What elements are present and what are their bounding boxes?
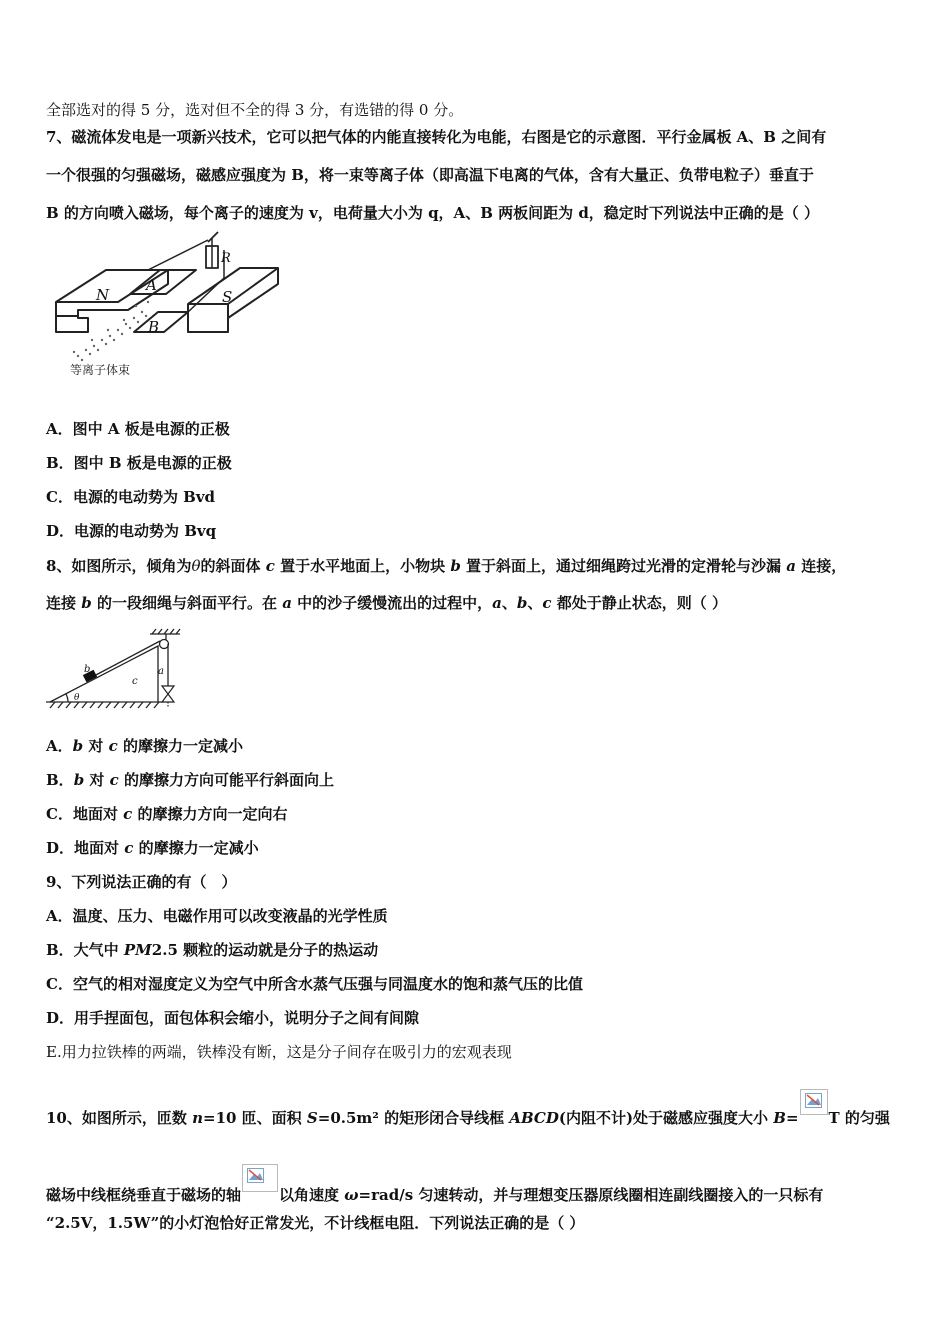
var-c: c xyxy=(108,737,118,755)
var-b: b xyxy=(73,771,85,789)
q9-option-d: D．用手捏面包，面包体积会缩小，说明分子之间有间隙 xyxy=(46,1009,420,1027)
ceiling-hatch xyxy=(152,629,180,634)
broken-image-icon xyxy=(242,1164,278,1192)
q8-option-text: 的摩擦力一定减小 xyxy=(133,839,259,857)
q10-text: 以角速度 xyxy=(279,1186,345,1204)
q9-option-text: B．大气中 xyxy=(46,941,124,959)
q8-option-text: 对 xyxy=(84,771,110,789)
current-arrow-icon xyxy=(208,232,218,242)
broken-image-icon xyxy=(800,1089,828,1115)
q8-text: 、 xyxy=(527,594,543,612)
q8-incline-diagram xyxy=(46,628,186,712)
q9-option-e: E.用力拉铁棒的两端，铁棒没有断，这是分子间存在吸引力的宏观表现 xyxy=(46,1043,512,1061)
var-b-field: B xyxy=(773,1109,786,1127)
q8-text: 连接 xyxy=(46,594,82,612)
q8-option-text: 的摩擦力一定减小 xyxy=(117,737,243,755)
q10-text: =10 匝、面积 xyxy=(203,1109,307,1127)
plate-b xyxy=(134,312,188,332)
var-c: c xyxy=(542,594,552,612)
var-a: a xyxy=(492,594,502,612)
label-s: S xyxy=(222,288,233,306)
q8-text: 的斜面体 xyxy=(200,557,266,575)
q7-mhd-generator-diagram xyxy=(48,228,288,380)
var-omega: ω xyxy=(344,1186,359,1204)
q10-text: =rad/s 匀速转动，并与理想变压器原线圈相连副线圈接入的一只标有 xyxy=(358,1186,824,1204)
q8-text: 8、如图所示，倾角为 xyxy=(46,557,192,575)
q7-option-a: A．图中 A 板是电源的正极 xyxy=(46,420,230,438)
q8-text: 的一段细绳与斜面平行。在 xyxy=(91,594,283,612)
q8-stem-line-2 xyxy=(46,593,916,613)
var-b: b xyxy=(72,737,84,755)
label-a: a xyxy=(158,666,164,677)
q7-stem-line-3: B 的方向喷入磁场，每个离子的速度为 v，电荷量大小为 q，A、B 两板间距为 d，稳定时下列说法中正确的是（ ） xyxy=(46,204,820,222)
q8-option-text: 的摩擦力方向一定向右 xyxy=(132,805,288,823)
q8-text: 置于水平地面上，小物块 xyxy=(274,557,451,575)
q9-option-text: 2.5 颗粒的运动就是分子的热运动 xyxy=(151,941,379,959)
q10-stem-line-3: “2.5V，1.5W”的小灯泡恰好正常发光，不计线框电阻．下列说法正确的是（ ） xyxy=(46,1214,585,1232)
q8-option-text: B． xyxy=(46,771,74,789)
q8-option-b xyxy=(46,770,916,790)
q8-text: 置于斜面上，通过细绳跨过光滑的定滑轮与沙漏 xyxy=(460,557,787,575)
wire-a xyxy=(148,240,208,270)
label-theta: θ xyxy=(74,693,80,703)
q9-option-a: A．温度、压力、电磁作用可以改变液晶的光学性质 xyxy=(46,907,388,925)
var-a: a xyxy=(786,557,796,575)
pulley xyxy=(160,640,169,649)
hourglass-a xyxy=(162,686,174,708)
q8-option-text: 的摩擦力方向可能平行斜面向上 xyxy=(118,771,335,789)
label-b: b xyxy=(84,664,91,675)
q8-text: 中的沙子缓慢流出的过程中， xyxy=(291,594,493,612)
q8-option-text: A． xyxy=(46,737,73,755)
incline-c xyxy=(50,646,158,702)
q7-option-d: D．电源的电动势为 Bvq xyxy=(46,522,217,540)
var-pm: PM xyxy=(123,941,152,959)
q9-option-c: C．空气的相对湿度定义为空气中所含水蒸气压强与同温度水的饱和蒸气压的比值 xyxy=(46,975,583,993)
q8-option-c xyxy=(46,804,916,824)
var-b: b xyxy=(81,594,92,612)
angle-arc xyxy=(66,694,68,702)
var-c: c xyxy=(109,771,119,789)
q10-text: =0.5m² 的矩形闭合导线框 xyxy=(317,1109,510,1127)
intro-text: 全部选对的得 5 分，选对但不全的得 3 分，有选错的得 0 分。 xyxy=(46,101,464,119)
q7-stem-line-1: 7、磁流体发电是一项新兴技术，它可以把气体的内能直接转化为电能，右图是它的示意图．平行金属板 A、B 之间有 xyxy=(46,128,827,146)
q10-text: 10、如图所示，匝数 xyxy=(46,1109,193,1127)
q10-text: (内阻不计)处于磁感应强度大小 xyxy=(558,1109,774,1127)
q8-option-text: C．地面对 xyxy=(46,805,124,823)
var-n: n xyxy=(192,1109,204,1127)
ground-hatch xyxy=(50,702,159,708)
q10-text: = xyxy=(785,1109,799,1127)
q7-stem-line-2: 一个很强的匀强磁场，磁感应强度为 B，将一束等离子体（即高温下电离的气体，含有大量正、负带电粒子）垂直于 xyxy=(46,166,814,184)
label-n: N xyxy=(96,286,110,304)
q8-option-text: D．地面对 xyxy=(46,839,125,857)
q8-option-d xyxy=(46,838,916,858)
var-a: a xyxy=(282,594,292,612)
q8-option-a xyxy=(46,736,916,756)
label-r: R xyxy=(221,251,231,266)
var-c: c xyxy=(123,805,133,823)
q8-stem-line-1 xyxy=(46,556,916,576)
q7-option-c: C．电源的电动势为 Bvd xyxy=(46,488,216,506)
label-b: B xyxy=(148,318,160,336)
q7-option-b: B．图中 B 板是电源的正极 xyxy=(46,454,232,472)
q9-option-b xyxy=(46,940,916,960)
var-abcd: ABCD xyxy=(509,1109,559,1127)
plasma-caption: 等离子体束 xyxy=(70,363,131,377)
rope-b xyxy=(94,641,160,676)
label-a: A xyxy=(146,276,157,294)
label-c: c xyxy=(132,676,138,687)
q8-text: 连接， xyxy=(796,557,847,575)
q10-text: 磁场中线框绕垂直于磁场的轴 xyxy=(46,1186,242,1204)
var-c: c xyxy=(265,557,275,575)
q8-option-text: 对 xyxy=(83,737,109,755)
var-c: c xyxy=(124,839,134,857)
q10-text: T 的匀强 xyxy=(828,1109,890,1127)
var-b: b xyxy=(450,557,461,575)
q10-stem-line-1 xyxy=(46,1089,916,1128)
q9-stem: 9、下列说法正确的有（ ） xyxy=(46,873,237,891)
var-s: S xyxy=(306,1109,318,1127)
theta-symbol: θ xyxy=(191,557,201,575)
q8-text: 、 xyxy=(501,594,517,612)
var-b: b xyxy=(516,594,528,612)
q10-stem-line-2 xyxy=(46,1164,916,1205)
q8-text: 都处于静止状态，则（ ） xyxy=(551,594,728,612)
